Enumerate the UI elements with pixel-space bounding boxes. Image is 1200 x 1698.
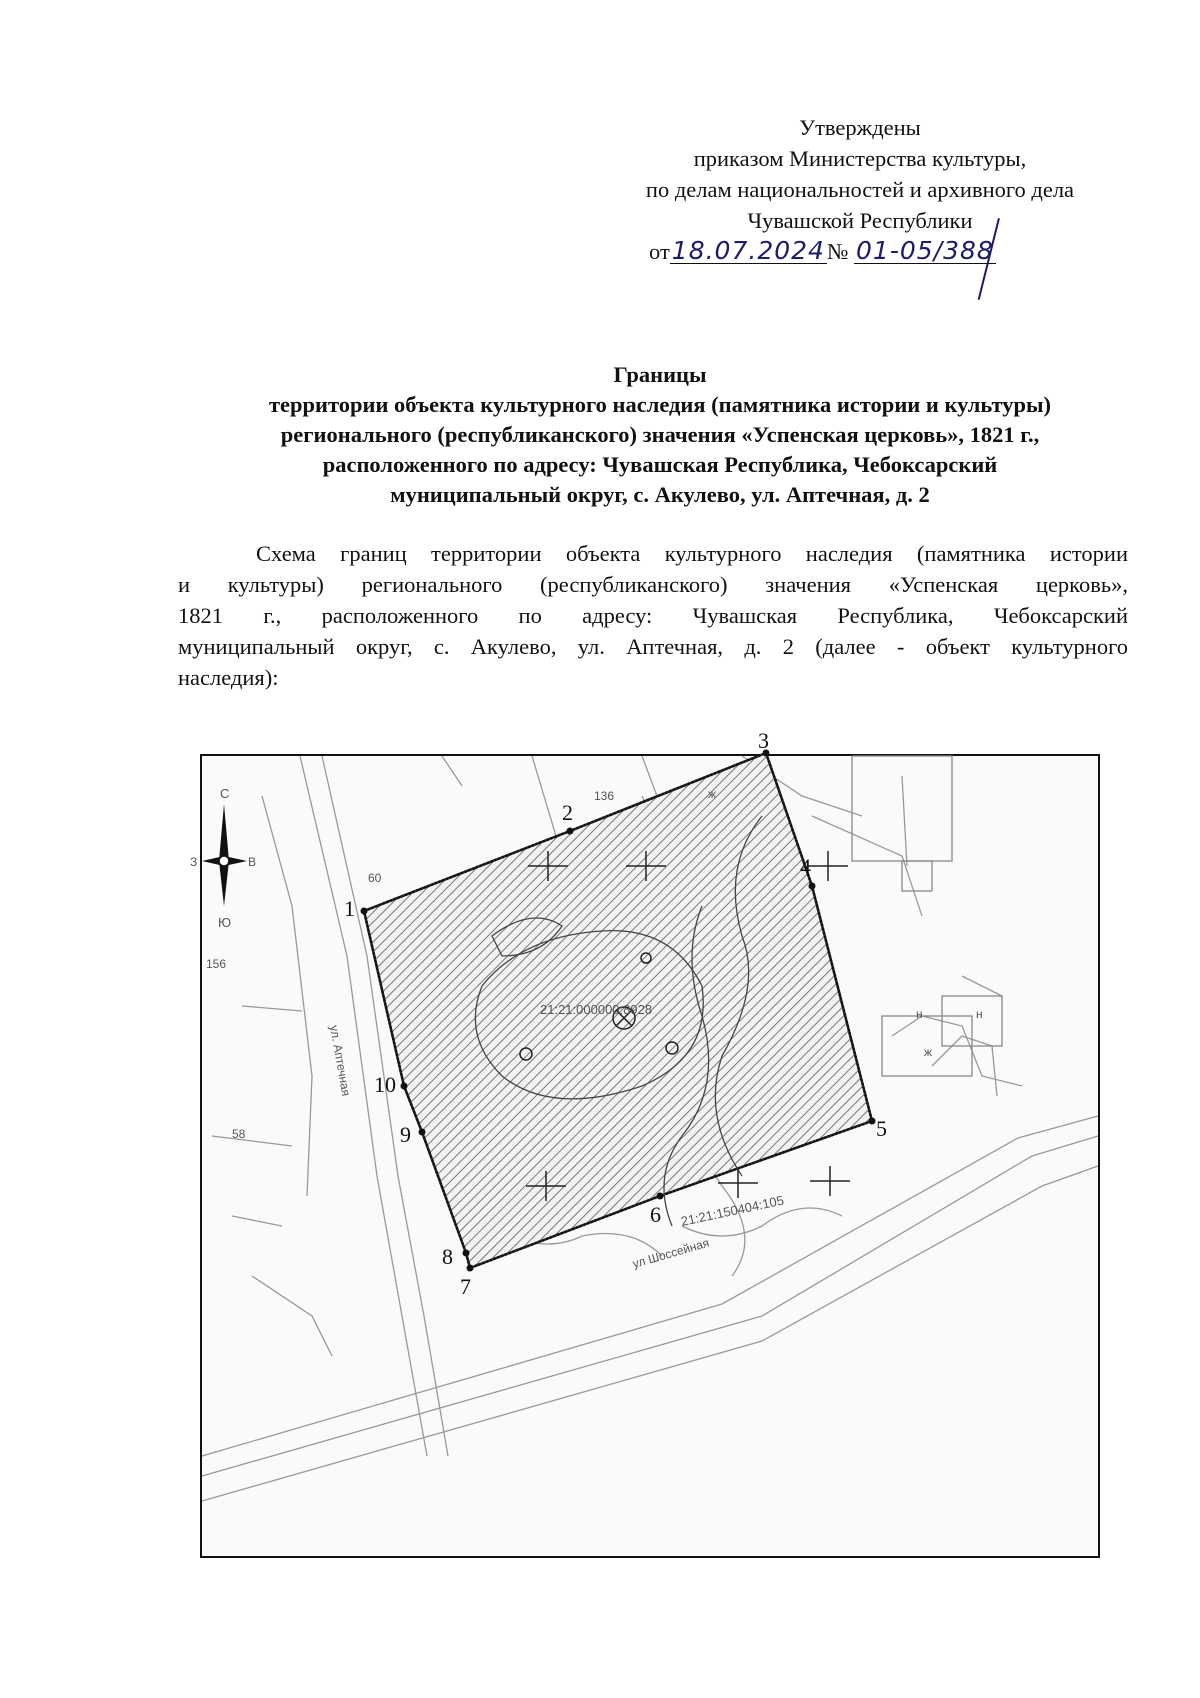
vertex-point-5 — [869, 1118, 876, 1125]
vertex-point-6 — [657, 1193, 664, 1200]
cadastral-number-center: 21:21:000000:8928 — [540, 1002, 653, 1017]
paragraph-line-5: наследия): — [178, 665, 279, 690]
vertex-label-9: 9 — [400, 1122, 411, 1147]
scheme-description — [178, 538, 1128, 693]
building-mark: н — [916, 1007, 923, 1021]
approval-number: 01-05/388 — [856, 236, 994, 265]
elevation-mark: 58 — [232, 1127, 246, 1141]
vertex-label-10: 10 — [374, 1072, 396, 1097]
building-outlines — [852, 756, 1002, 1076]
paragraph-line-3: 1821 г., расположенного по адресу: Чувашская Республика, Чебоксарский — [178, 603, 1128, 628]
approval-line-2: приказом Министерства культуры, — [693, 146, 1027, 171]
approval-line-3: по делам национальностей и архивного дела — [645, 177, 1075, 202]
paragraph-line-2: и культуры) регионального (республиканского) значения «Успенская церковь», — [178, 572, 1128, 597]
paragraph-line-4: муниципальный округ, с. Акулево, ул. Аптечная, д. 2 (далее - объект культурного — [178, 634, 1128, 659]
title-line-2: территории объекта культурного наследия (памятника истории и культуры) — [268, 392, 1052, 417]
compass-south: Ю — [218, 915, 232, 930]
vertex-label-7: 7 — [460, 1274, 471, 1299]
cadastral-number-south: 21:21:150404:105 — [679, 1192, 786, 1229]
paragraph-line-1: Схема границ территории объекта культурного наследия (памятника истории — [256, 541, 1128, 566]
title-line-5: муниципальный округ, с. Акулево, ул. Аптечная, д. 2 — [390, 482, 930, 507]
building-mark: ж — [924, 1045, 933, 1059]
vertex-label-4: 4 — [800, 854, 811, 879]
compass-east: В — [248, 855, 257, 869]
approval-date-line — [600, 236, 1120, 267]
elevation-mark: 136 — [594, 789, 615, 803]
vertex-label-1: 1 — [344, 896, 355, 921]
street-label-shosseynaya: ул Шоссейная — [630, 1235, 711, 1271]
boundary-map — [190, 728, 1100, 1558]
vertex-point-10 — [401, 1083, 408, 1090]
building-mark: ж — [708, 787, 717, 801]
approval-date: 18.07.2024 — [671, 236, 825, 265]
street-label-aptechnaya: ул. Аптечная — [327, 1024, 354, 1098]
title-line-1: Границы — [613, 362, 707, 387]
vertex-label-5: 5 — [876, 1116, 887, 1141]
vertex-point-4 — [809, 883, 816, 890]
title-line-4: расположенного по адресу: Чувашская Республика, Чебоксарский — [322, 452, 998, 477]
document-title — [140, 360, 1180, 510]
elevation-mark: 60 — [368, 871, 382, 885]
vertex-point-7 — [467, 1265, 474, 1272]
vertex-label-6: 6 — [650, 1202, 661, 1227]
number-prefix: № — [826, 239, 849, 264]
approval-line-4: Чувашской Республики — [747, 208, 973, 233]
elevation-mark: 156 — [206, 957, 227, 971]
title-line-3: регионального (республиканского) значения «Успенская церковь», 1821 г., — [280, 422, 1040, 447]
compass-west: З — [190, 855, 198, 869]
approval-line-1: Утверждены — [799, 115, 921, 140]
vertex-label-8: 8 — [442, 1244, 453, 1269]
vertex-label-2: 2 — [562, 800, 573, 825]
building-mark: н — [976, 1007, 983, 1021]
vertex-point-2 — [567, 828, 574, 835]
approval-block — [600, 112, 1120, 267]
vertex-label-3: 3 — [758, 728, 769, 753]
date-prefix: от — [649, 239, 670, 264]
vertex-point-8 — [463, 1250, 470, 1257]
vertex-point-1 — [361, 908, 368, 915]
boundary-map-svg — [190, 728, 1098, 1556]
compass-rose-icon — [190, 786, 256, 930]
vertex-point-9 — [419, 1129, 426, 1136]
compass-north: С — [220, 786, 230, 801]
